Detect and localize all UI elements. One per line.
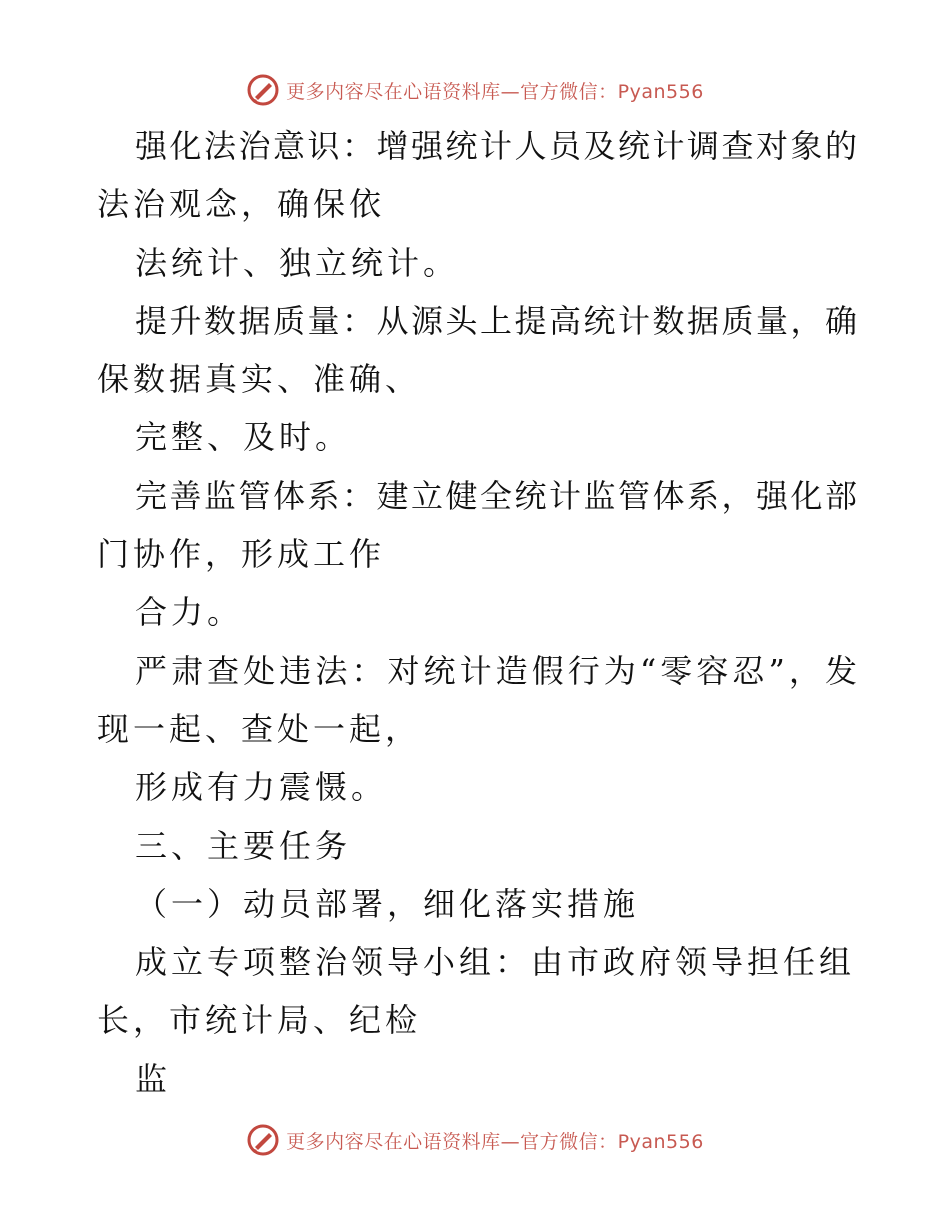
- footer-watermark: [0, 1120, 950, 1160]
- text-line: 完整、及时。: [135, 418, 352, 457]
- text-line: 现一起、查处一起，: [97, 709, 422, 748]
- document-body: [97, 117, 857, 1108]
- text-line: 法治观念，确保依: [97, 185, 386, 224]
- text-line: 长，市统计局、纪检: [97, 1001, 422, 1040]
- text-line: 完善监管体系：建立健全统计监管体系，强化部: [135, 476, 857, 515]
- watermark-text: 更多内容尽在心语资料库—官方微信：Pyan556: [286, 80, 704, 103]
- watermark-text: 更多内容尽在心语资料库—官方微信：Pyan556: [286, 1130, 704, 1153]
- header-watermark: [0, 70, 950, 110]
- subsection-heading: （一）动员部署，细化落实措施: [135, 884, 640, 923]
- section-heading: 三、主要任务: [135, 826, 352, 865]
- brush-logo-icon: [246, 73, 280, 107]
- text-line: 法统计、独立统计。: [135, 243, 460, 282]
- text-line: 严肃查处违法：对统计造假行为“零容忍”，发: [135, 651, 857, 690]
- text-line: 合力。: [135, 593, 244, 632]
- text-line: 保数据真实、准确、: [97, 360, 422, 399]
- text-line: 监: [135, 1059, 172, 1098]
- text-line: 强化法治意识：增强统计人员及统计调查对象的: [135, 127, 857, 165]
- text-line: 门协作，形成工作: [97, 535, 386, 574]
- brush-logo-icon: [246, 1123, 280, 1157]
- text-line: 成立专项整治领导小组：由市政府领导担任组: [135, 943, 856, 982]
- text-line: 形成有力震慑。: [135, 768, 388, 807]
- text-line: 提升数据质量：从源头上提高统计数据质量，确: [135, 301, 857, 340]
